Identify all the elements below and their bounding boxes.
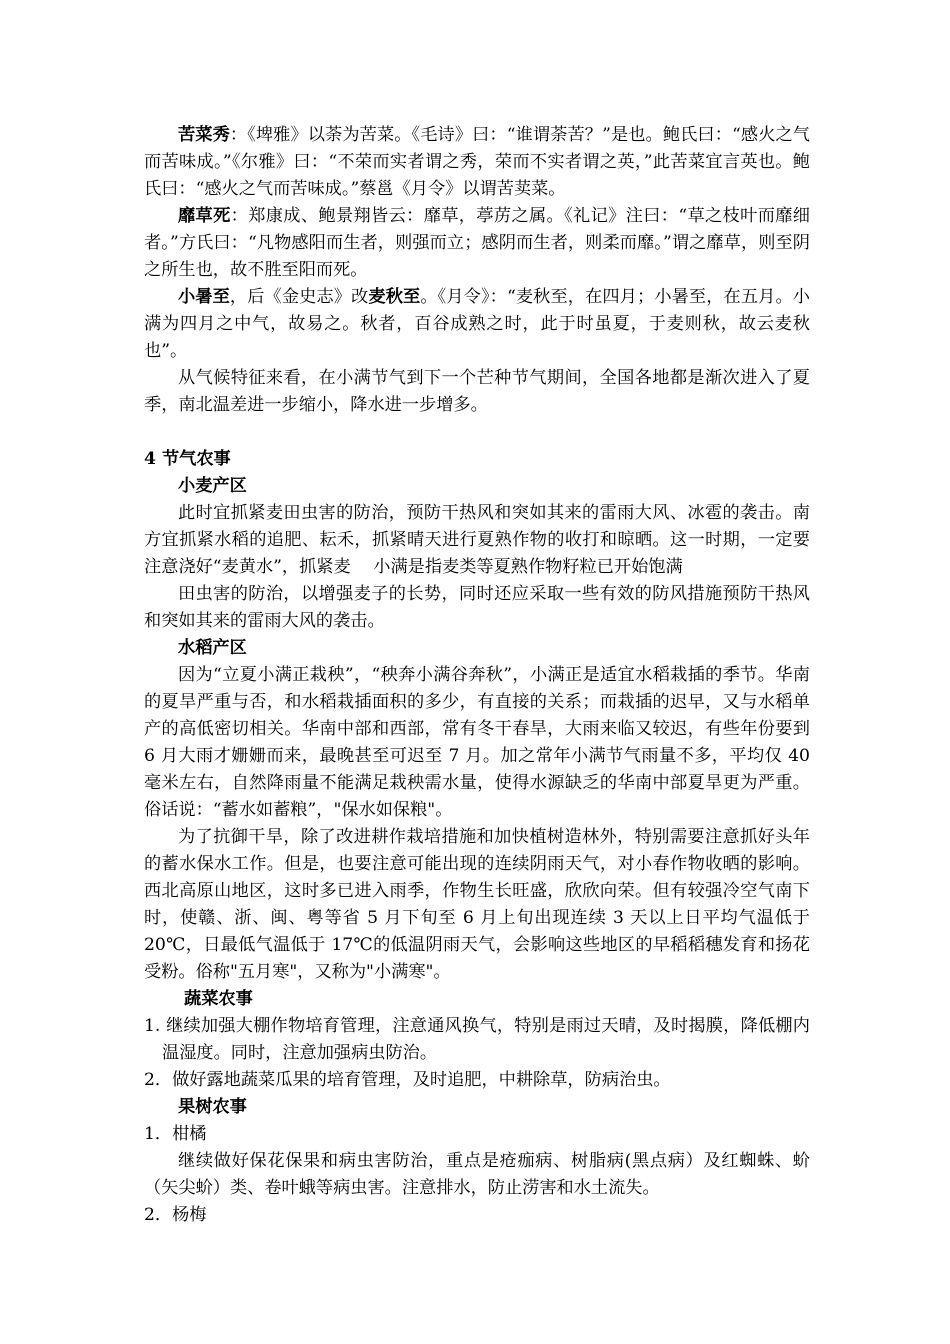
paragraph-xiaoshu [144, 284, 810, 365]
paragraph-kucai [144, 122, 810, 203]
list-item-veg-1: 1. 继续加强大棚作物培育管理，注意通风换气，特别是雨过天晴，及时揭膜，降低棚内温湿度。同时，注意加强病虫防治。 [144, 1016, 810, 1063]
paragraph-citrus: 继续做好保花保果和病虫害防治，重点是疮痂病、树脂病(黑点病）及红蜘蛛、蚧（矢尖蚧）类、卷叶蛾等病虫害。注意排水，防止涝害和水土流失。 [144, 1151, 810, 1198]
heading-wheat: 小麦产区 [178, 476, 247, 496]
paragraph-text: 。《月令》：“麦秋至，在四月；小暑至，在五月。小满为四月之中气，故易之。秋者，百谷成熟之时，此于时虽夏，于麦则秋，故云麦秋也”。 [144, 287, 810, 361]
section-title: 4 节气农事 [144, 449, 231, 469]
term-xiaoshuzhi: 小暑至 [178, 287, 230, 307]
term-micaosi: 靡草死 [178, 206, 231, 226]
list-item-veg-2: 2．做好露地蔬菜瓜果的培育管理，及时追肥，中耕除草，防病治虫。 [144, 1070, 671, 1090]
paragraph-text: ：郑康成、鲍景翔皆云：靡草，葶苈之属。《礼记》注曰：“草之枝叶而靡细者。”方氏曰：“凡物感阳而生者，则强而立；感阴而生者，则柔而靡。”谓之靡草，则至阴之所生也，故不胜至阳而死。 [144, 206, 810, 280]
heading-rice: 水稻产区 [178, 638, 247, 658]
list-item-bayberry: 2．杨梅 [144, 1205, 207, 1225]
paragraph-climate: 从气候特征来看，在小满节气到下一个芒种节气期间，全国各地都是渐次进入了夏季，南北温差进一步缩小，降水进一步增多。 [144, 368, 810, 415]
paragraph-rice-2: 为了抗御干旱，除了改进耕作栽培措施和加快植树造林外，特别需要注意抓好头年的蓄水保水工作。但是，也要注意可能出现的连续阴雨天气，对小春作物收晒的影响。西北高原山地区，这时多已进入雨季，作物生长旺盛，欣欣向荣。但有较强冷空气南下时，使赣、浙、闽、粤等省 5 月下旬至 6 月上旬出现连续 3 天以上日平均气温低于 20℃，日最低气温低于 17℃的低温阴雨天气，会影响这些地区的早稻稻穗发育和扬花受粉。俗称"五月寒"，又称为"小满寒"。 [144, 827, 810, 982]
paragraph-text: ，后《金史志》改 [229, 287, 369, 307]
heading-fruit: 果树农事 [178, 1097, 247, 1117]
paragraph-text: ：《埤雅》以荼为苦菜。《毛诗》曰：“谁谓荼苦？”是也。鲍氏曰：“感火之气而苦味成。”《尔雅》曰：“不荣而实者谓之秀，荣而不实者谓之英，”此苦菜宜言英也。鲍氏曰：“感火之气而苦味成。”蔡邕《月令》以谓苦荬菜。 [144, 125, 810, 199]
term-kucaixiu: 苦菜秀 [178, 125, 230, 145]
list-item-citrus: 1．柑橘 [144, 1124, 207, 1144]
document-page [144, 122, 810, 1229]
paragraph-wheat-2: 田虫害的防治，以增强麦子的长势，同时还应采取一些有效的防风措施预防干热风和突如其来的雷雨大风的袭击。 [144, 584, 810, 631]
term-maiqiuzhi: 麦秋至 [368, 287, 421, 307]
paragraph-wheat-1: 此时宜抓紧麦田虫害的防治，预防干热风和突如其来的雷雨大风、冰雹的袭击。南方宜抓紧水稻的追肥、耘禾，抓紧晴天进行夏熟作物的收打和晾晒。这一时期，一定要注意浇好“麦黄水”，抓紧麦 小满是指麦类等夏熟作物籽粒已开始饱满 [144, 503, 810, 577]
paragraph-rice-1: 因为“立夏小满正栽秧”，“秧奔小满谷奔秋”，小满正是适宜水稻栽插的季节。华南的夏旱严重与否，和水稻栽插面积的多少，有直接的关系；而栽插的迟早，又与水稻单产的高低密切相关。华南中部和西部，常有冬干春旱，大雨来临又较迟，有些年份要到 6 月大雨才姗姗而来，最晚甚至可迟至 7 月。加之常年小满节气雨量不多，平均仅 40 毫米左右，自然降雨量不能满足栽秧需水量，使得水源缺乏的华南中部夏旱更为严重。俗话说：“蓄水如蓄粮”，"保水如保粮"。 [144, 665, 810, 820]
paragraph-micao [144, 203, 810, 284]
heading-vegetables: 蔬菜农事 [184, 989, 253, 1009]
